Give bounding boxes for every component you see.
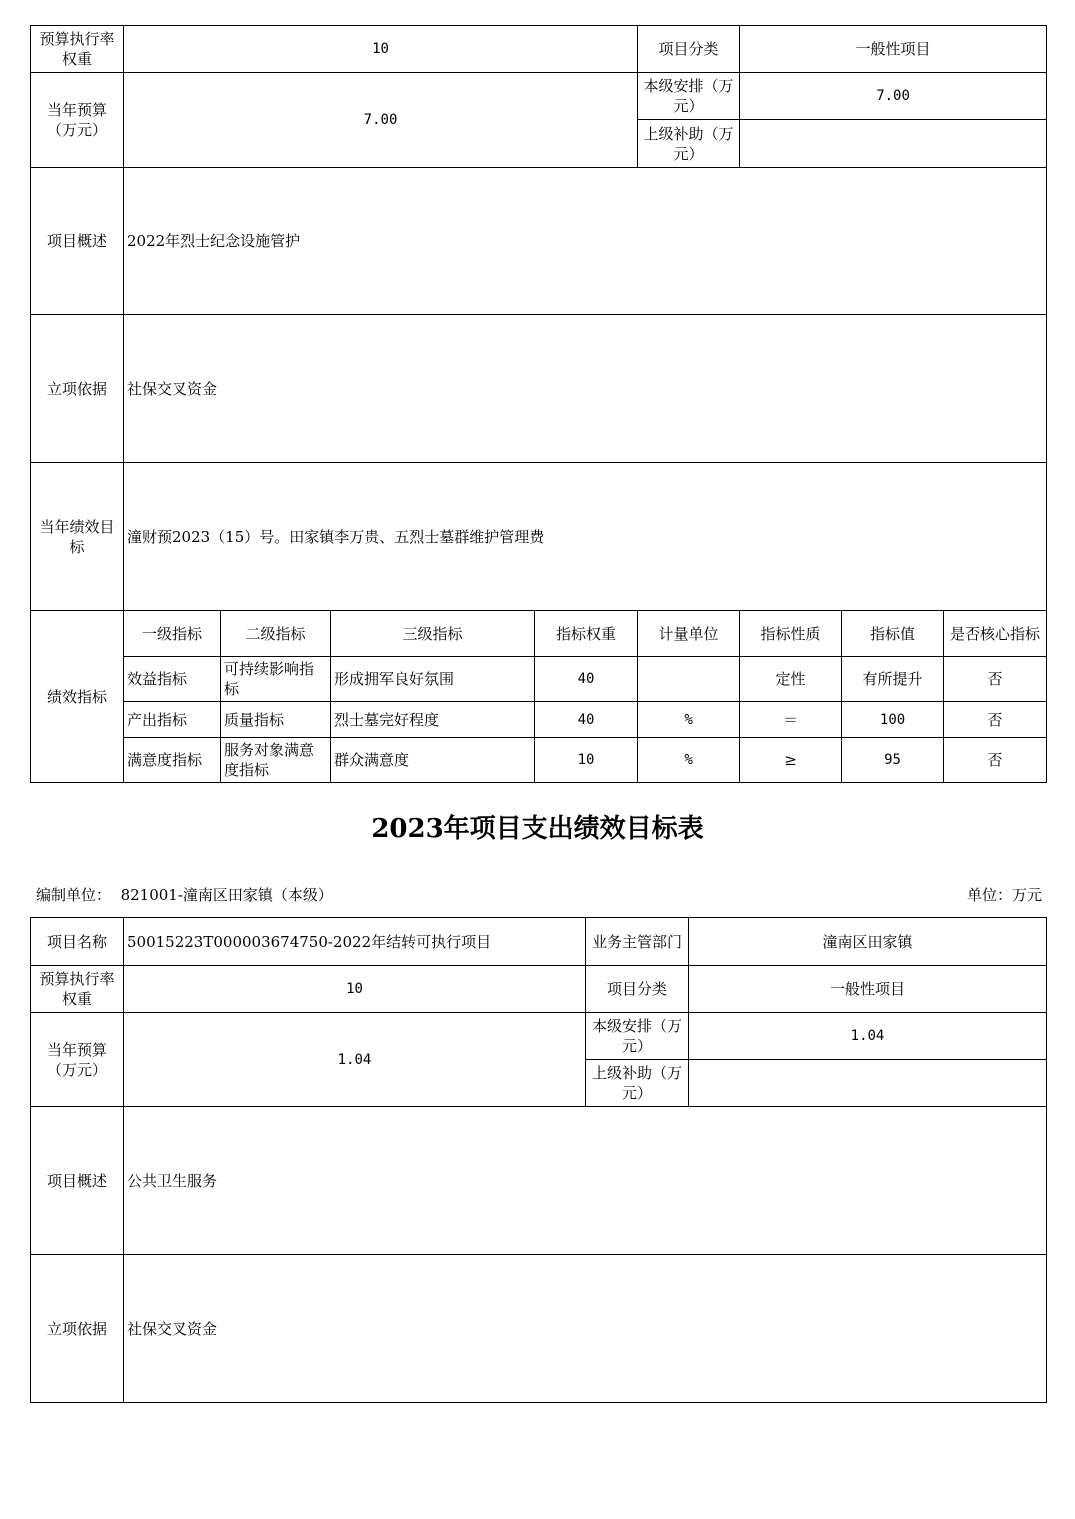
- indicator-nature: ≥: [740, 738, 842, 783]
- indicator-l3: 烈士墓完好程度: [331, 702, 535, 738]
- budget-value: 7.00: [124, 73, 638, 168]
- indicator-header: 三级指标: [331, 611, 535, 657]
- local-label: 本级安排（万元）: [638, 73, 740, 120]
- indicator-l1: 效益指标: [124, 657, 221, 702]
- upper-value: [689, 1060, 1047, 1107]
- name-label: 项目名称: [31, 918, 124, 966]
- exec-rate-value: 10: [124, 966, 586, 1013]
- indicator-header: 计量单位: [638, 611, 740, 657]
- goal-value: 潼财预2023（15）号。田家镇李万贵、五烈士墓群维护管理费: [124, 463, 1047, 611]
- indicator-header: 指标值: [842, 611, 944, 657]
- indicator-weight: 40: [535, 657, 638, 702]
- compiling-unit-label: 编制单位：: [36, 886, 112, 904]
- budget-label: 当年预算（万元）: [31, 1013, 124, 1107]
- overview-value: 公共卫生服务: [124, 1107, 1047, 1255]
- indicator-l2: 服务对象满意度指标: [221, 738, 331, 783]
- indicator-l1: 产出指标: [124, 702, 221, 738]
- upper-label: 上级补助（万元）: [586, 1060, 689, 1107]
- indicator-core: 否: [944, 657, 1047, 702]
- indicator-value: 有所提升: [842, 657, 944, 702]
- indicator-unit: %: [638, 702, 740, 738]
- indicator-row: [31, 738, 1047, 783]
- overview-label: 项目概述: [31, 168, 124, 315]
- indicator-l3: 群众满意度: [331, 738, 535, 783]
- indicator-weight: 40: [535, 702, 638, 738]
- indicator-nature: 定性: [740, 657, 842, 702]
- basis-label: 立项依据: [31, 1255, 124, 1403]
- indicator-header: 是否核心指标: [944, 611, 1047, 657]
- category-label: 项目分类: [586, 966, 689, 1013]
- currency-unit: 单位：万元: [966, 886, 1042, 904]
- indicator-l2: 可持续影响指标: [221, 657, 331, 702]
- local-value: 1.04: [689, 1013, 1047, 1060]
- category-value: 一般性项目: [689, 966, 1047, 1013]
- project-table-1: [30, 25, 1047, 783]
- indicator-row: [31, 657, 1047, 702]
- upper-label: 上级补助（万元）: [638, 120, 740, 168]
- project-table-2: [30, 917, 1047, 1403]
- local-value: 7.00: [740, 73, 1047, 120]
- compiling-unit: [36, 884, 333, 905]
- basis-label: 立项依据: [31, 315, 124, 463]
- name-value: 50015223T000003674750-2022年结转可执行项目: [124, 918, 586, 966]
- indicator-core: 否: [944, 738, 1047, 783]
- exec-rate-label: 预算执行率权重: [31, 26, 124, 73]
- compiling-unit-value: 821001-潼南区田家镇（本级）: [120, 886, 333, 904]
- overview-value: 2022年烈士纪念设施管护: [124, 168, 1047, 315]
- exec-rate-value: 10: [124, 26, 638, 73]
- indicator-header: 二级指标: [221, 611, 331, 657]
- category-label: 项目分类: [638, 26, 740, 73]
- local-label: 本级安排（万元）: [586, 1013, 689, 1060]
- indicator-weight: 10: [535, 738, 638, 783]
- indicator-row: [31, 702, 1047, 738]
- budget-value: 1.04: [124, 1013, 586, 1107]
- exec-rate-label: 预算执行率权重: [31, 966, 124, 1013]
- indicator-l3: 形成拥军良好氛围: [331, 657, 535, 702]
- indicator-value: 95: [842, 738, 944, 783]
- indicator-value: 100: [842, 702, 944, 738]
- overview-label: 项目概述: [31, 1107, 124, 1255]
- indicator-unit: [638, 657, 740, 702]
- upper-value: [740, 120, 1047, 168]
- indicator-core: 否: [944, 702, 1047, 738]
- indicator-header: 一级指标: [124, 611, 221, 657]
- indicator-unit: %: [638, 738, 740, 783]
- page-title: 2023年项目支出绩效目标表: [371, 814, 704, 844]
- indicator-header: 指标权重: [535, 611, 638, 657]
- basis-value: 社保交叉资金: [124, 1255, 1047, 1403]
- indicators-label: 绩效指标: [31, 611, 124, 783]
- dept-label: 业务主管部门: [586, 918, 689, 966]
- budget-label: 当年预算（万元）: [31, 73, 124, 168]
- basis-value: 社保交叉资金: [124, 315, 1047, 463]
- category-value: 一般性项目: [740, 26, 1047, 73]
- indicator-header: 指标性质: [740, 611, 842, 657]
- indicator-nature: ＝: [740, 702, 842, 738]
- goal-label: 当年绩效目标: [31, 463, 124, 611]
- dept-value: 潼南区田家镇: [689, 918, 1047, 966]
- indicator-l1: 满意度指标: [124, 738, 221, 783]
- indicator-l2: 质量指标: [221, 702, 331, 738]
